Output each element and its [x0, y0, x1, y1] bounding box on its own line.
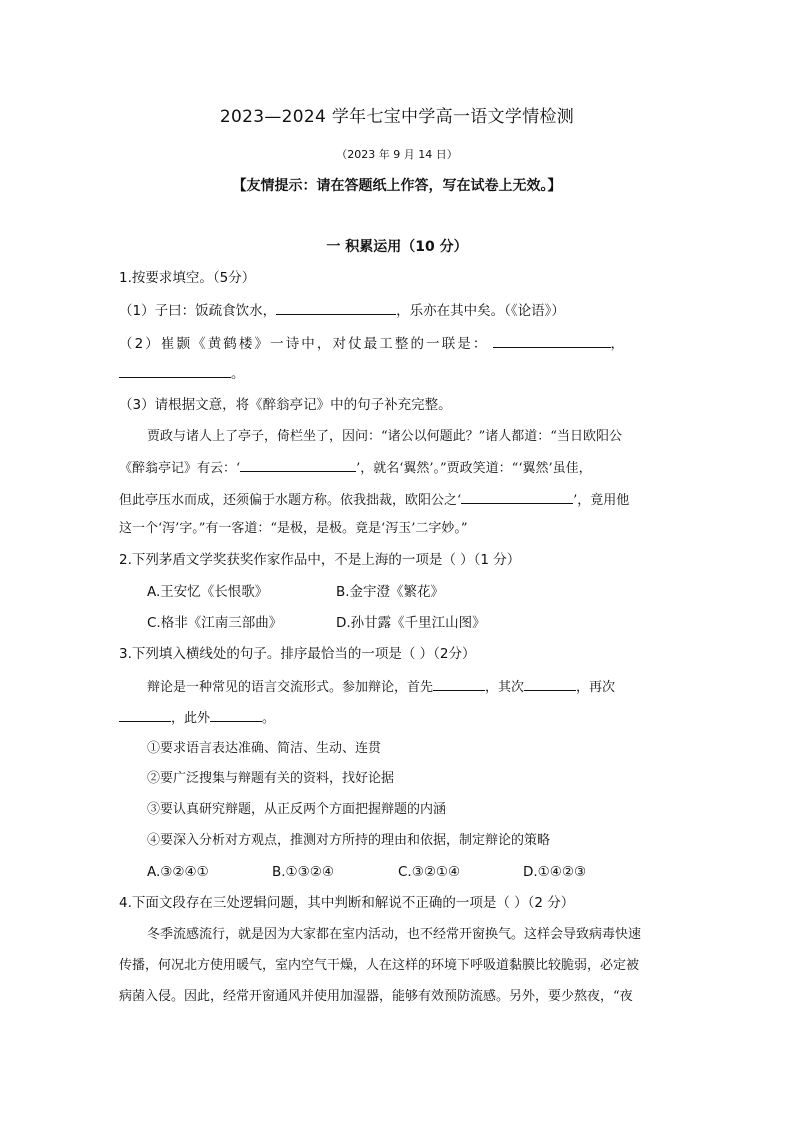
answer-blank[interactable] — [461, 490, 573, 504]
q1-stem: 1.按要求填空。（5分） — [119, 270, 256, 286]
answer-blank[interactable] — [524, 677, 576, 691]
answer-blank[interactable] — [433, 677, 485, 691]
q3-sentence-3: ③要认真研究辩题，从正反两个方面把握辩题的内涵 — [147, 802, 447, 817]
answer-blank[interactable] — [119, 708, 171, 722]
q3-sentence-4: ④要深入分析对方观点，推测对方所持的理由和依据，制定辩论的策略 — [147, 833, 551, 848]
answer-blank[interactable] — [210, 708, 262, 722]
answer-blank[interactable] — [240, 458, 356, 472]
exam-title: 2023—2024 学年七宝中学高一语文学情检测 — [219, 107, 575, 127]
q4-stem: 4.下面文段存在三处逻辑问题，其中判断和解说不正确的一项是（ ）（2 分） — [119, 895, 575, 911]
q3-stem: 3.下列填入横线处的句子。排序最恰当的一项是（ ）（2分） — [119, 646, 476, 662]
q1-part3: （3）请根据文意，将《醉翁亭记》中的句子补充完整。 — [119, 397, 452, 413]
q1-part1: （1）子曰：饭疏食饮水， ，乐亦在其中矣。（《论语》） — [119, 303, 565, 319]
q1-part2: （2）崔颢《黄鹤楼》一诗中，对仗最工整的一联是： ， — [119, 336, 627, 352]
q4-passage-line: 传播，何况北方使用暖气，室内空气干燥，人在这样的环境下呼吸道黏膜比较脆弱，必定被 — [119, 958, 640, 973]
q3-line: ，此外 。 — [119, 708, 275, 728]
passage-line: 贾政与诸人上了亭子，倚栏坐了，因问：“诸公以何题此？”诸人都道：“当日欧阳公 — [147, 429, 622, 444]
q2-option-d[interactable]: D.孙甘露《千里江山图》 — [336, 615, 486, 631]
q1-part2-cont: 。 — [119, 364, 245, 383]
passage-line: 这一个‘泻’字。”有一客道：“是极，是极。竟是‘泻玉’二字妙。” — [119, 521, 468, 536]
passage-line: 但此亭压水而成，还须偏于水题方称。依我拙裁，欧阳公之‘ ’，竟用他 — [119, 490, 629, 510]
passage-line: 《醉翁亭记》有云：‘ ’，就名‘翼然’。”贾政笑道：“‘翼然’虽佳， — [119, 458, 592, 478]
section-heading: 一 积累运用（10 分） — [326, 239, 468, 255]
q3-line: 辩论是一种常见的语言交流形式。参加辩论，首先 ，其次 ，再次 — [147, 677, 615, 697]
answer-blank[interactable] — [493, 334, 611, 348]
q2-option-b[interactable]: B.金宇澄《繁花》 — [336, 584, 445, 600]
q4-passage-line: 病菌入侵。因此，经常开窗通风并使用加湿器，能够有效预防流感。另外，要少熬夜，“夜 — [119, 989, 633, 1004]
exam-date: （2023 年 9 月 14 日） — [336, 148, 458, 161]
q3-sentence-1: ①要求语言表达准确、简洁、生动、连贯 — [147, 741, 382, 756]
q4-passage-line: 冬季流感流行，就是因为大家都在室内活动，也不经常开窗换气。这样会导致病毒快速 — [147, 927, 642, 942]
q3-option-c[interactable]: C.③②①④ — [398, 864, 461, 880]
q2-stem: 2.下列茅盾文学奖获奖作家作品中，不是上海的一项是（ ）（1 分） — [119, 552, 521, 568]
answer-blank[interactable] — [119, 364, 231, 378]
answer-blank[interactable] — [276, 301, 396, 315]
q3-sentence-2: ②要广泛搜集与辩题有关的资料，找好论据 — [147, 771, 395, 786]
q3-option-b[interactable]: B.①③②④ — [272, 864, 334, 880]
q2-option-a[interactable]: A.王安忆《长恨歌》 — [147, 584, 269, 600]
q3-option-d[interactable]: D.①④②③ — [523, 864, 587, 880]
notice: 【友情提示：请在答题纸上作答，写在试卷上无效。】 — [232, 178, 562, 194]
q3-option-a[interactable]: A.③②④① — [147, 864, 209, 880]
q2-option-c[interactable]: C.格非《江南三部曲》 — [147, 615, 283, 631]
